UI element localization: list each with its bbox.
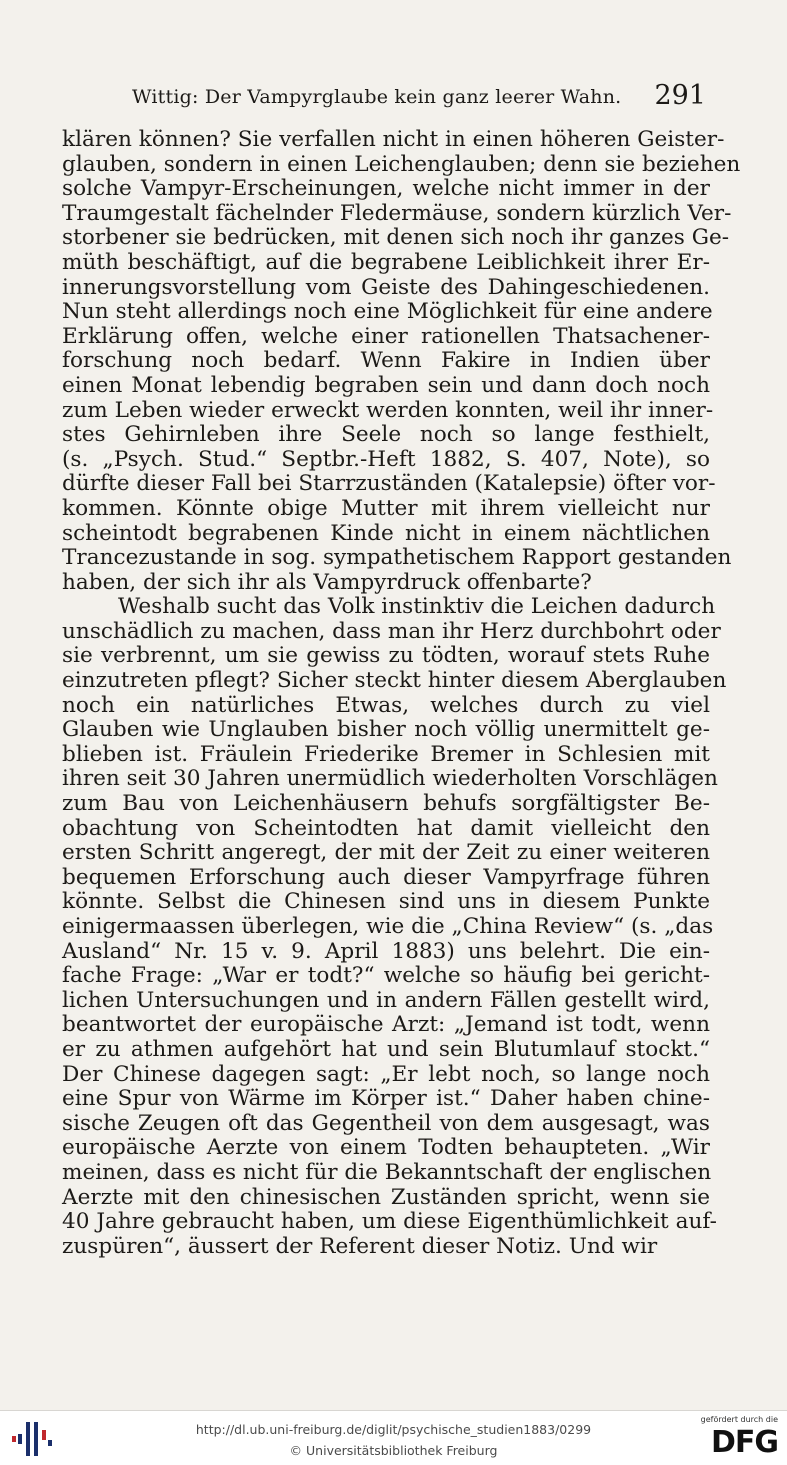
text-line: bequemen Erforschung auch dieser Vampyrfrage führen (62, 864, 710, 890)
text-line: solche Vampyr-Erscheinungen, welche nicht immer in der (62, 176, 710, 202)
text-line: Traumgestalt fächelnder Fledermäuse, sondern kürzlich Ver- (62, 200, 732, 226)
text-line: einigermaassen überlegen, wie die „China Review“ (s. „das (62, 914, 714, 939)
text-line: forschung noch bedarf. Wenn Fakire in Indien über (62, 348, 710, 374)
text-line: storbener sie bedrücken, mit denen sich noch ihr ganzes Ge- (62, 225, 730, 251)
text-line: stes Gehirnleben ihre Seele noch so lange festhielt, (62, 422, 710, 448)
text-line: er zu athmen aufgehört hat und sein Blutumlauf stockt.“ (62, 1036, 710, 1062)
text-line: noch ein natürliches Etwas, welches durch zu viel (62, 692, 710, 718)
text-line: Weshalb sucht das Volk instinktiv die Leichen dadurch (118, 594, 716, 620)
text-line: zum Bau von Leichenhäusern behufs sorgfältigster Be- (62, 791, 710, 817)
text-line: Der Chinese dagegen sagt: „Er lebt noch, so lange noch (62, 1061, 710, 1087)
text-line: zuspüren“, äussert der Referent dieser Notiz. Und wir (62, 1233, 658, 1259)
text-line: klären können? Sie verfallen nicht in einen höheren Geister- (62, 127, 725, 152)
text-line: 40 Jahre gebraucht haben, um diese Eigenthümlichkeit auf- (62, 1209, 717, 1235)
page-header (62, 80, 708, 116)
text-line: beantwortet der europäische Arzt: „Jemand ist todt, wenn (62, 1012, 710, 1038)
text-line: eine Spur von Wärme im Körper ist.“ Daher haben chine- (62, 1086, 710, 1112)
text-line: lichen Untersuchungen und in andern Fällen gestellt wird, (62, 987, 710, 1013)
text-line: einzutreten pflegt? Sicher steckt hinter diesem Aberglauben (62, 668, 727, 694)
text-line: zum Leben wieder erweckt werden konnten, weil ihr inner- (62, 397, 714, 423)
footer-divider (0, 1410, 787, 1411)
text-line: innerungsvorstellung vom Geiste des Dahingeschiedenen. (62, 274, 710, 300)
text-line: einen Monat lebendig begraben sein und dann doch noch (62, 372, 710, 398)
text-line: könnte. Selbst die Chinesen sind uns in diesem Punkte (62, 889, 710, 915)
running-head: Wittig: Der Vampyrglaube kein ganz leerer Wahn. (132, 86, 622, 108)
page-number: 291 (654, 80, 706, 111)
dfg-logo: DFG (710, 1425, 778, 1460)
footer (0, 1410, 787, 1465)
text-line: fache Frage: „War er todt?“ welche so häufig bei gericht- (62, 963, 710, 989)
text-line: ersten Schritt angeregt, der mit der Zeit zu einer weiteren (62, 840, 710, 866)
text-line: scheintodt begrabenen Kinde nicht in einem nächtlichen (62, 520, 710, 546)
text-line: europäische Aerzte von einem Todten behaupteten. „Wir (62, 1135, 710, 1161)
text-line: obachtung von Scheintodten hat damit vielleicht den (62, 815, 710, 841)
text-line: glauben, sondern in einen Leichenglauben; denn sie beziehen (62, 151, 741, 177)
text-line: (s. „Psych. Stud.“ Septbr.-Heft 1882, S. 407, Note), so (62, 446, 710, 472)
copyright-notice: © Universitätsbibliothek Freiburg (289, 1443, 498, 1458)
text-line: kommen. Könnte obige Mutter mit ihrem vielleicht nur (62, 495, 710, 521)
text-line: Trancezustande in sog. sympathetischem Rapport gestanden (62, 545, 732, 571)
text-line: haben, der sich ihr als Vampyrdruck offenbarte? (62, 569, 592, 595)
dfg-caption: gefördert durch die (700, 1415, 778, 1424)
text-line: Ausland“ Nr. 15 v. 9. April 1883) uns belehrt. Die ein- (62, 938, 710, 964)
text-line: meinen, dass es nicht für die Bekanntschaft der englischen (62, 1159, 712, 1185)
source-url[interactable]: http://dl.ub.uni-freiburg.de/diglit/psychische_studien1883/0299 (195, 1422, 592, 1437)
text-line: Erklärung offen, welche einer rationellen Thatsachener- (62, 323, 710, 349)
text-line: Aerzte mit den chinesischen Zuständen spricht, wenn sie (62, 1184, 710, 1210)
text-line: ihren seit 30 Jahren unermüdlich wiederholten Vorschlägen (62, 766, 718, 792)
text-line: unschädlich zu machen, dass man ihr Herz durchbohrt oder (62, 618, 721, 644)
text-line: blieben ist. Fräulein Friederike Bremer in Schlesien mit (62, 741, 710, 767)
text-line: dürfte dieser Fall bei Starrzuständen (Katalepsie) öfter vor- (62, 471, 716, 497)
text-line: müth beschäftigt, auf die begrabene Leiblichkeit ihrer Er- (62, 249, 710, 275)
text-line: Nun steht allerdings noch eine Möglichkeit für eine andere (62, 299, 713, 325)
body-text (62, 127, 741, 1259)
text-line: sie verbrennt, um sie gewiss zu tödten, worauf stets Ruhe (62, 643, 710, 669)
text-line: Glauben wie Unglauben bisher noch völlig unermittelt ge- (62, 717, 710, 743)
text-line: sische Zeugen oft das Gegentheil von dem ausgesagt, was (62, 1110, 710, 1136)
